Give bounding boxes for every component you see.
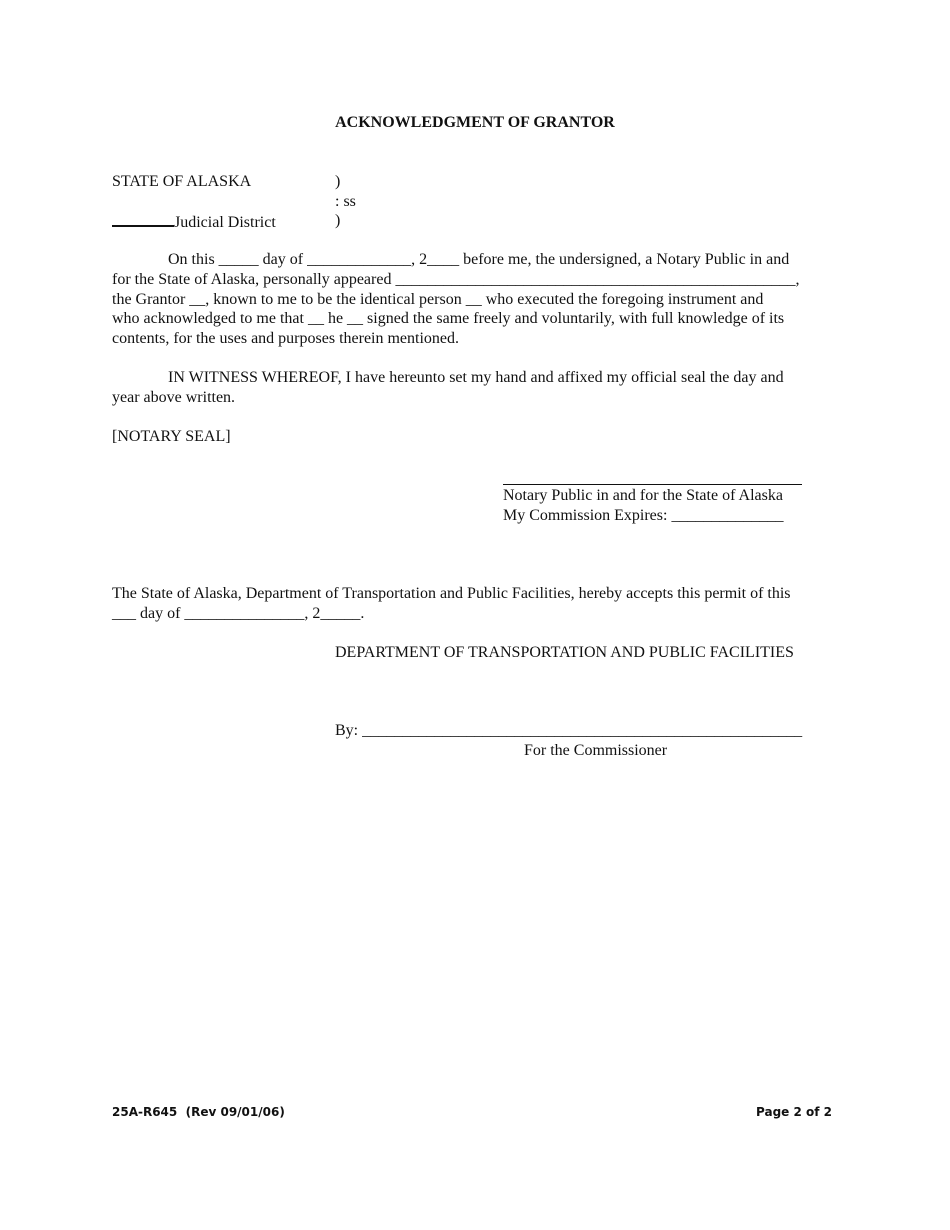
district-blank[interactable] <box>112 211 174 227</box>
document-title: ACKNOWLEDGMENT OF GRANTOR <box>335 114 615 131</box>
witness-line-2: year above written. <box>112 389 236 406</box>
ack-line-2: for the State of Alaska, personally appeared __________________________________________________, <box>112 271 800 288</box>
by-signature-line: By: _______________________________________________________ <box>335 722 803 739</box>
venue-state: STATE OF ALASKA <box>112 173 252 190</box>
page-number: Page 2 of 2 <box>756 1105 832 1119</box>
notary-seal-placeholder: [NOTARY SEAL] <box>112 428 231 445</box>
for-commissioner: For the Commissioner <box>524 742 668 759</box>
commission-expires: My Commission Expires: ______________ <box>503 507 784 524</box>
ack-line-4: who acknowledged to me that __ he __ signed the same freely and voluntarily, with full knowledge of its <box>112 310 785 327</box>
acceptance-line-2: ___ day of _______________, 2_____. <box>112 605 365 622</box>
witness-line-1: IN WITNESS WHEREOF, I have hereunto set my hand and affixed my official seal the day and <box>168 369 784 386</box>
venue-district: Judicial District <box>174 214 276 231</box>
acceptance-line-1: The State of Alaska, Department of Transportation and Public Facilities, hereby accepts this permit of this <box>112 585 791 602</box>
venue-paren-bottom: ) <box>335 212 341 229</box>
venue-paren-top: ) <box>335 173 341 190</box>
department-name: DEPARTMENT OF TRANSPORTATION AND PUBLIC FACILITIES <box>335 644 794 661</box>
form-number: 25A-R645 (Rev 09/01/06) <box>112 1105 285 1119</box>
notary-title: Notary Public in and for the State of Alaska <box>503 487 783 504</box>
venue-ss: : ss <box>335 193 356 210</box>
ack-line-5: contents, for the uses and purposes therein mentioned. <box>112 330 460 347</box>
notary-signature-line[interactable] <box>503 484 802 485</box>
ack-line-3: the Grantor __, known to me to be the identical person __ who executed the foregoing instrument and <box>112 291 764 308</box>
venue-district-line <box>112 211 276 233</box>
ack-line-1: On this _____ day of _____________, 2____ before me, the undersigned, a Notary Public in and <box>168 251 790 268</box>
